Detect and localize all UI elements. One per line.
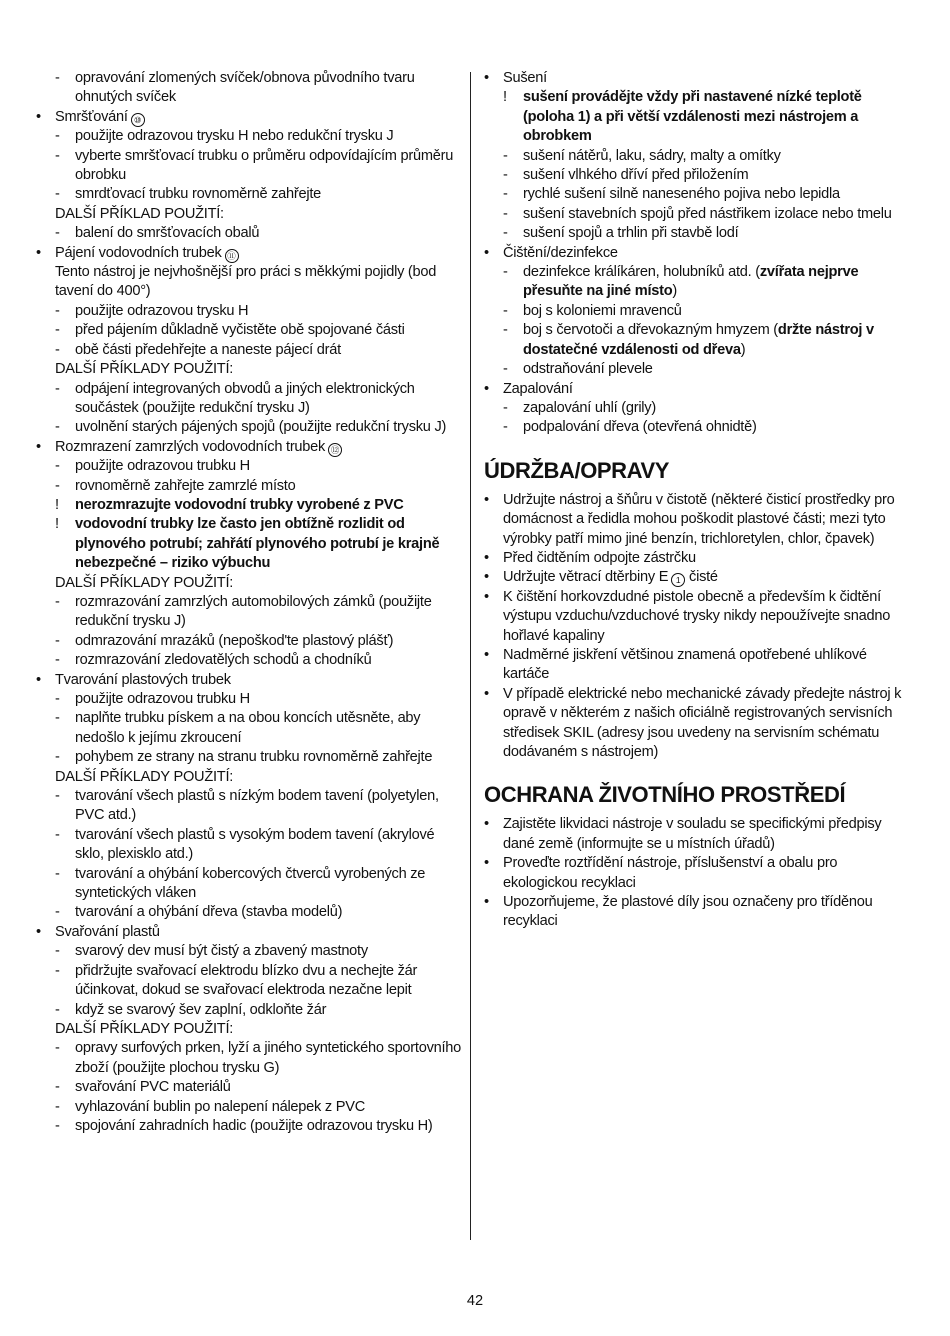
dash-marker: - xyxy=(503,264,508,281)
right-column xyxy=(484,69,914,932)
item-text: V případě elektrické nebo mechanické závady předejte nástroj k opravě v některém z našich oficiálně registrovaných servisních středisek SKIL (adresy jsou uvedeny na servisním schématu dodávaném s nástrojem) xyxy=(503,685,902,760)
circled-number: ⑫ xyxy=(328,443,342,457)
dash-marker: - xyxy=(55,225,60,242)
item-text: před pájením důkladně vyčistěte obě spojované části xyxy=(75,322,405,339)
circled-number: 1 xyxy=(671,573,685,587)
dash-marker: - xyxy=(55,341,60,358)
item-text: opravy surfových prken, lyží a jiného syntetického sportovního zboží (použijte plochou trysku G) xyxy=(75,1040,462,1076)
bold-text: zvířata nejprve přesuňte na jiné místo xyxy=(523,264,859,300)
dash-item xyxy=(36,1117,466,1136)
bullet-marker: • xyxy=(36,244,41,261)
dash-item xyxy=(36,224,466,243)
bullet-marker: • xyxy=(36,438,41,455)
item-text: Svařování plastů xyxy=(55,923,160,940)
dash-marker: - xyxy=(55,749,60,766)
bullet-marker: • xyxy=(484,244,489,261)
item-text: spojování zahradních hadic (použijte odrazovou trysku H) xyxy=(75,1117,433,1134)
dash-marker: - xyxy=(55,1001,60,1018)
item-text: podpalování dřeva (otevřená ohnidtě) xyxy=(523,419,757,436)
dash-item xyxy=(484,418,914,437)
item-text: sušení provádějte vždy při nastavené nízké teplotě (poloha 1) a při větší vzdálenosti mezi nástrojem a obrobkem xyxy=(523,89,862,145)
item-text: zapalování uhlí (grily) xyxy=(523,399,656,416)
bullet-item xyxy=(36,438,466,457)
dash-marker: - xyxy=(55,380,60,397)
dash-marker: - xyxy=(503,419,508,436)
bullet-item xyxy=(484,893,914,932)
item-text: tvarování všech plastů s nízkým bodem tavení (polyetylen, PVC atd.) xyxy=(75,788,439,824)
item-text-after: čisté xyxy=(685,569,718,586)
item-text: vodovodní trubky lze často jen obtížně rozlidit od plynového potrubí; zahřátí plynového potrubí je krajně nebezpečné – riziko výbuchu xyxy=(75,516,440,572)
dash-item xyxy=(36,942,466,961)
item-text: použijte odrazovou trubku H xyxy=(75,691,250,707)
warning-marker: ! xyxy=(55,496,59,513)
dash-item xyxy=(36,1078,466,1097)
dash-item xyxy=(484,399,914,418)
bullet-marker: • xyxy=(484,549,489,566)
bullet-marker: • xyxy=(484,569,489,586)
text-line xyxy=(36,263,466,302)
bullet-item xyxy=(484,646,914,685)
dash-marker: - xyxy=(55,788,60,805)
dash-item xyxy=(36,69,466,108)
dash-marker: - xyxy=(55,419,60,436)
item-text: DALŠÍ PŘÍKLADY POUŽITÍ: xyxy=(55,1020,234,1037)
dash-marker: - xyxy=(55,865,60,882)
item-text: tvarování a ohýbání dřeva (stavba modelů) xyxy=(75,904,343,921)
dash-item xyxy=(484,360,914,379)
dash-item xyxy=(484,166,914,185)
dash-marker: - xyxy=(55,691,60,707)
text-line xyxy=(36,768,466,787)
bullet-item xyxy=(484,244,914,263)
dash-item xyxy=(36,127,466,146)
item-text: rovnoměrně zahřejte zamrzlé místo xyxy=(75,477,296,494)
item-text: K čištění horkovzdudné pistole obecně a především k čidtění výstupu vzduchu/vzduchové trysky nikdy nepoužívejte snadno hořlavé kapaliny xyxy=(503,588,891,644)
dash-item xyxy=(484,224,914,243)
item-text: Pájení vodovodních trubek xyxy=(55,244,222,261)
left-column xyxy=(36,69,466,1136)
item-text: Zajistěte likvidaci nástroje v souladu se specifickými předpisy dané země (informujte se u místních úřadů) xyxy=(503,816,882,852)
dash-item xyxy=(36,380,466,419)
bullet-item xyxy=(484,685,914,763)
item-text: sušení vlhkého dříví před přiložením xyxy=(523,167,749,184)
dash-marker: - xyxy=(55,593,60,610)
dash-item xyxy=(36,1001,466,1020)
bullet-item xyxy=(484,549,914,568)
item-text: vyberte smršťovací trubku o průměru odpovídajícím průměru obrobku xyxy=(75,147,454,184)
bullet-item xyxy=(484,380,914,399)
dash-item xyxy=(36,632,466,651)
dash-marker: - xyxy=(55,1098,60,1115)
item-text: Zapalování xyxy=(503,380,573,397)
bullet-item xyxy=(484,854,914,893)
dash-item xyxy=(36,321,466,340)
dash-item xyxy=(36,1039,466,1078)
dash-marker: - xyxy=(55,147,60,164)
dash-marker: - xyxy=(503,361,508,378)
bullet-item xyxy=(36,923,466,942)
dash-marker: - xyxy=(503,147,508,164)
dash-marker: - xyxy=(55,632,60,649)
warning-item xyxy=(484,88,914,146)
dash-marker: - xyxy=(55,652,60,669)
bullet-item xyxy=(484,491,914,549)
item-text: boj s červotoči a dřevokazným hmyzem ( xyxy=(523,322,778,339)
dash-item xyxy=(36,826,466,865)
bullet-marker: • xyxy=(36,108,41,125)
item-text: sušení nátěrů, laku, sádry, malty a omítky xyxy=(523,147,781,164)
item-text: DALŠÍ PŘÍKLAD POUŽITÍ: xyxy=(55,205,224,222)
item-text: Upozorňujeme, že plastové díly jsou označeny pro tříděnou recyklaci xyxy=(503,894,873,930)
dash-item xyxy=(36,147,466,186)
bullet-item xyxy=(36,108,466,127)
dash-marker: - xyxy=(503,186,508,203)
circled-number: ⑩ xyxy=(131,113,145,127)
dash-marker: - xyxy=(55,302,60,319)
item-text: Udržujte nástroj a šňůru v čistotě (některé čisticí prostředky pro domácnost a ředidla mohou poškodit plastové části; mezi tyto výrobky patří mimo jiné benzín, trichloretylen, chlor, čpavek) xyxy=(503,491,895,547)
dash-marker: - xyxy=(55,710,60,727)
warning-marker: ! xyxy=(55,516,59,533)
item-text: Proveďte roztřídění nástroje, příslušenství a obalu pro ekologickou recyklaci xyxy=(503,855,838,891)
dash-item xyxy=(36,1098,466,1117)
item-text: použijte odrazovou trubku H xyxy=(75,458,250,475)
item-text: DALŠÍ PŘÍKLADY POUŽITÍ: xyxy=(55,574,234,591)
item-text: odstraňování plevele xyxy=(523,361,653,378)
bullet-marker: • xyxy=(36,923,41,940)
bold-text: držte nástroj v dostatečné vzdálenosti od dřeva xyxy=(523,322,874,358)
item-text: Smršťování xyxy=(55,108,128,125)
dash-marker: - xyxy=(55,962,60,979)
dash-item xyxy=(484,263,914,302)
bullet-item xyxy=(36,671,466,690)
dash-marker: - xyxy=(503,399,508,416)
item-text: Před čidtěním odpojte zástrčku xyxy=(503,549,696,566)
item-text: tvarování a ohýbání kobercových čtverců vyrobených ze syntetických vláken xyxy=(75,865,426,902)
item-text: Nadměrné jiskření většinou znamená opotřebené uhlíkové kartáče xyxy=(503,646,867,683)
item-text: Sušení xyxy=(503,70,547,86)
item-text: DALŠÍ PŘÍKLADY POUŽITÍ: xyxy=(55,361,234,378)
dash-marker: - xyxy=(55,826,60,843)
dash-marker: - xyxy=(503,167,508,184)
bullet-marker: • xyxy=(484,894,489,911)
dash-marker: - xyxy=(55,943,60,960)
dash-item xyxy=(36,185,466,204)
dash-item xyxy=(36,477,466,496)
dash-marker: - xyxy=(55,186,60,203)
item-text: Čištění/dezinfekce xyxy=(503,244,618,261)
dash-item xyxy=(36,302,466,321)
text-line xyxy=(36,1020,466,1039)
dash-item xyxy=(484,302,914,321)
bullet-item xyxy=(484,568,914,587)
dash-item xyxy=(36,690,466,709)
dash-marker: - xyxy=(503,322,508,339)
item-text: sušení stavebních spojů před nástřikem izolace nebo tmelu xyxy=(523,205,892,222)
item-text: opravování zlomených svíček/obnova původního tvaru ohnutých svíček xyxy=(75,70,415,106)
dash-marker: - xyxy=(55,70,60,86)
item-text: rozmrazování zledovatělých schodů a chodníků xyxy=(75,652,372,669)
dash-marker: - xyxy=(55,322,60,339)
item-text: svařování PVC materiálů xyxy=(75,1079,231,1096)
dash-item xyxy=(36,748,466,767)
text-line xyxy=(36,574,466,593)
bullet-marker: • xyxy=(484,588,489,605)
item-text: odpájení integrovaných obvodů a jiných elektronických součástek (použijte redukční trysku J) xyxy=(75,380,415,416)
dash-item xyxy=(36,593,466,632)
dash-marker: - xyxy=(503,205,508,222)
item-text: obě části předehřejte a naneste pájecí drát xyxy=(75,341,341,358)
item-text: DALŠÍ PŘÍKLADY POUŽITÍ: xyxy=(55,768,234,785)
dash-item xyxy=(36,341,466,360)
bullet-marker: • xyxy=(484,646,489,663)
dash-marker: - xyxy=(503,302,508,319)
bullet-marker: • xyxy=(484,855,489,872)
item-text: rozmrazování zamrzlých automobilových zámků (použijte redukční trysku J) xyxy=(75,593,432,630)
dash-marker: - xyxy=(55,128,60,145)
bullet-marker: • xyxy=(36,671,41,688)
dash-item xyxy=(484,185,914,204)
dash-item xyxy=(484,321,914,360)
item-text: balení do smršťovacích obalů xyxy=(75,225,260,242)
item-text: svarový dev musí být čistý a zbavený mastnoty xyxy=(75,943,368,960)
item-text: když se svarový šev zaplní, odkloňte žár xyxy=(75,1001,327,1018)
item-text: pohybem ze strany na stranu trubku rovnoměrně zahřejte xyxy=(75,749,433,766)
item-text: uvolnění starých pájených spojů (použijte redukční trysku J) xyxy=(75,419,447,436)
warning-item xyxy=(36,496,466,515)
dash-item xyxy=(36,457,466,476)
item-text: použijte odrazovou trysku H nebo redukční trysku J xyxy=(75,128,394,145)
dash-item xyxy=(36,865,466,904)
item-text: sušení spojů a trhlin při stavbě lodí xyxy=(523,225,739,242)
dash-marker: - xyxy=(503,225,508,242)
column-divider xyxy=(470,72,471,1240)
item-text: naplňte trubku pískem a na obou koncích utěsněte, aby nedošlo k jejímu zkroucení xyxy=(75,710,421,746)
item-text: nerozmrazujte vodovodní trubky vyrobené z PVC xyxy=(75,496,404,513)
bullet-marker: • xyxy=(484,816,489,833)
item-text: přidržujte svařovací elektrodu blízko dvu a nechejte žár účinkovat, dokud se svařovací elektroda nezačne lepit xyxy=(75,962,418,999)
item-text: rychlé sušení silně naneseného pojiva nebo lepidla xyxy=(523,186,840,203)
dash-marker: - xyxy=(55,904,60,921)
dash-item xyxy=(36,787,466,826)
page-number: 42 xyxy=(466,1293,484,1309)
item-text: Tento nástroj je nejvhošnější pro práci s měkkými pojidly (bod tavení do 400°) xyxy=(55,264,437,300)
item-text: Tvarování plastových trubek xyxy=(55,671,231,688)
dash-marker: - xyxy=(55,1117,60,1134)
dash-item xyxy=(484,205,914,224)
item-text: boj s koloniemi mravenců xyxy=(523,302,682,319)
item-text: Udržujte větrací dtěrbiny E xyxy=(503,569,669,586)
text-line xyxy=(36,205,466,224)
dash-item xyxy=(36,709,466,748)
bullet-item xyxy=(484,69,914,88)
bullet-item xyxy=(36,244,466,263)
section-heading: ÚDRŽBA/OPRAVY xyxy=(484,457,670,483)
dash-item xyxy=(36,651,466,670)
item-text: tvarování všech plastů s vysokým bodem tavení (akrylové sklo, plexisklo atd.) xyxy=(75,826,435,863)
text-line xyxy=(36,360,466,379)
dash-marker: - xyxy=(55,1040,60,1057)
dash-item xyxy=(36,418,466,437)
dash-item xyxy=(36,903,466,922)
bullet-marker: • xyxy=(484,70,489,86)
bullet-item xyxy=(484,815,914,854)
circled-number: ⑪ xyxy=(225,249,239,263)
item-text-after: ) xyxy=(672,283,678,300)
item-text: použijte odrazovou trysku H xyxy=(75,302,249,319)
section-heading: OCHRANA ŽIVOTNÍHO PROSTŘEDÍ xyxy=(484,782,846,808)
item-text: odmrazování mrazáků (nepoškod'te plastový plášť) xyxy=(75,632,394,649)
item-text: dezinfekce králíkáren, holubníků atd. ( xyxy=(523,264,760,281)
dash-item xyxy=(36,962,466,1001)
dash-marker: - xyxy=(55,1079,60,1096)
item-text-after: ) xyxy=(740,341,746,358)
dash-marker: - xyxy=(55,458,60,475)
dash-marker: - xyxy=(55,477,60,494)
item-text: vyhlazování bublin po nalepení nálepek z PVC xyxy=(75,1098,365,1115)
warning-marker: ! xyxy=(503,89,507,106)
item-text: Rozmrazení zamrzlých vodovodních trubek xyxy=(55,438,326,455)
bullet-marker: • xyxy=(484,685,489,702)
bullet-item xyxy=(484,588,914,646)
bullet-marker: • xyxy=(484,491,489,508)
dash-item xyxy=(484,147,914,166)
bullet-marker: • xyxy=(484,380,489,397)
warning-item xyxy=(36,515,466,573)
item-text: smrdťovací trubku rovnoměrně zahřejte xyxy=(75,186,322,203)
